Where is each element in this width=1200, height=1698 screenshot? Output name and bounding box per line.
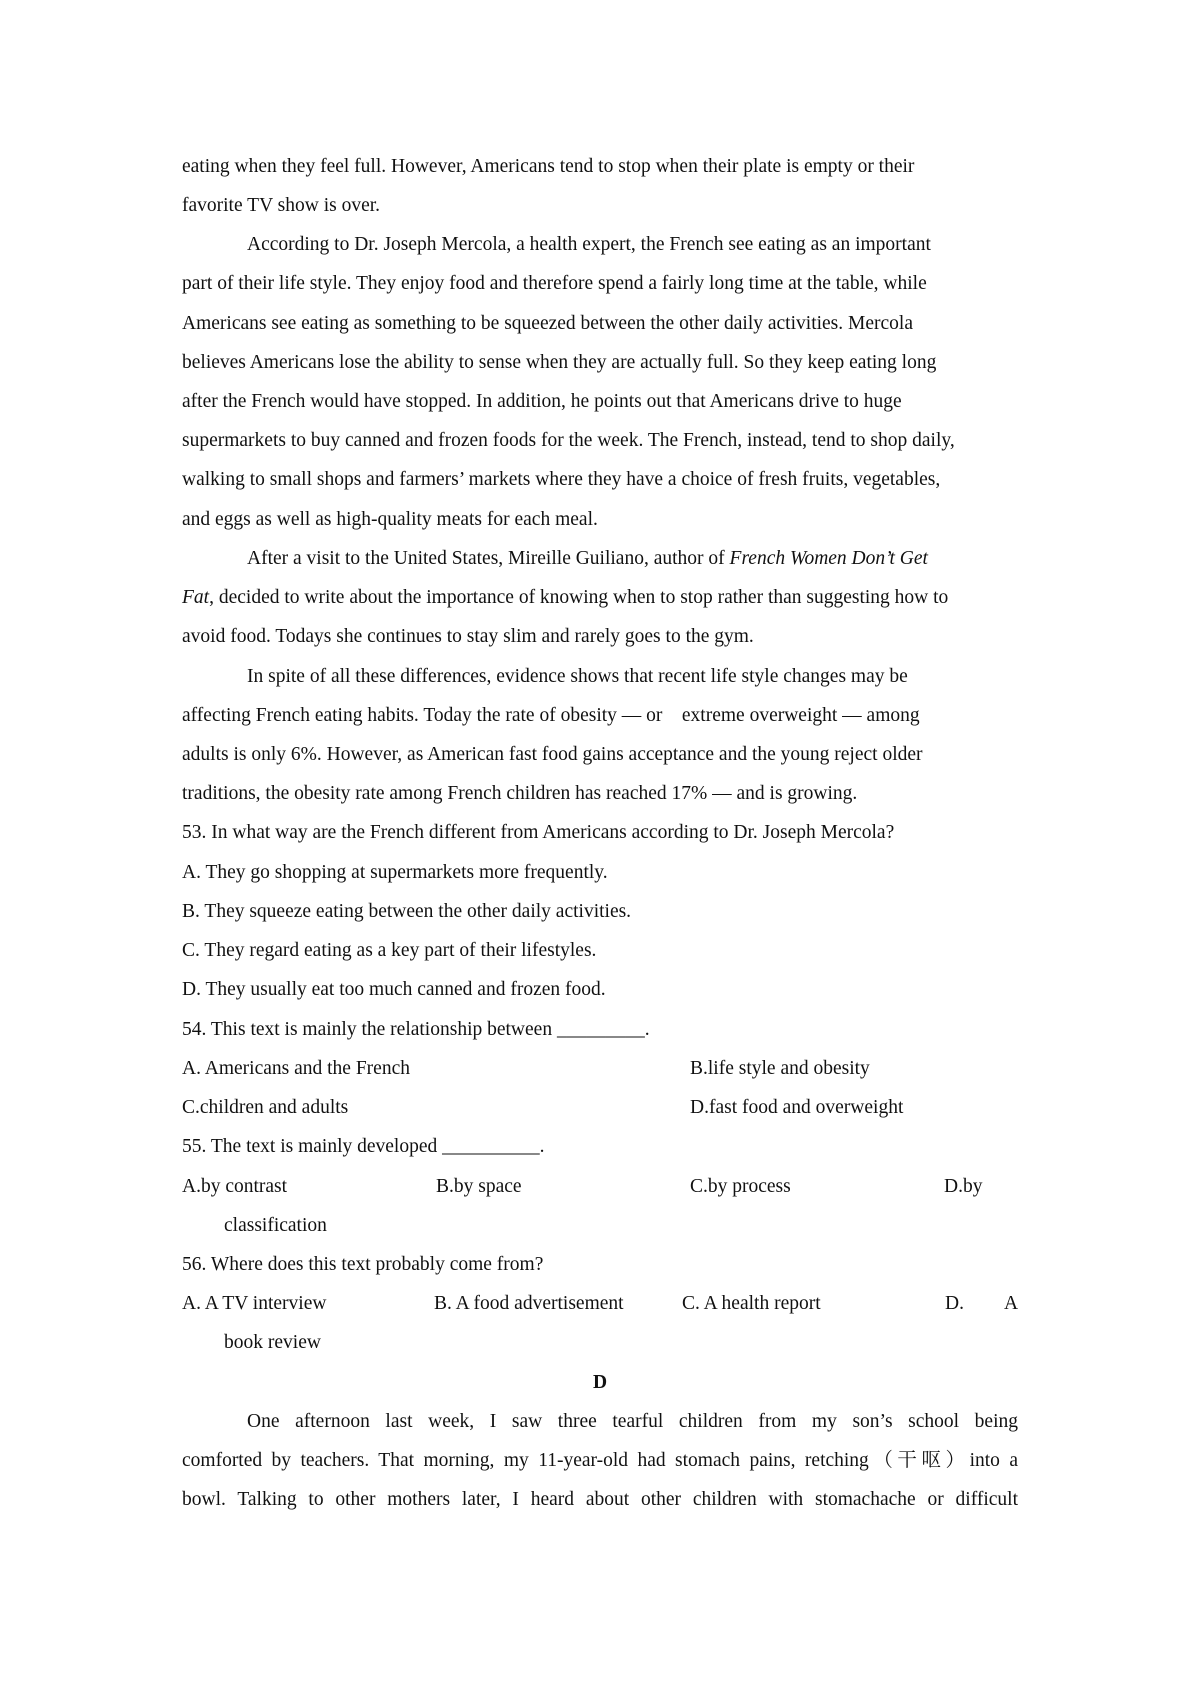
paragraph-line: comforted by teachers. That morning, my 11-year-old had stomach pains, retching（干呕）into a xyxy=(182,1450,1018,1471)
paragraph-line: traditions, the obesity rate among French children has reached 17% — and is growing. xyxy=(182,783,858,804)
option-56-b: B. A food advertisement xyxy=(434,1293,624,1314)
option-54-c: C.children and adults xyxy=(182,1097,349,1118)
paragraph-line: eating when they feel full. However, Americans tend to stop when their plate is empty or their xyxy=(182,156,915,177)
option-56-c: C. A health report xyxy=(682,1293,821,1314)
question-stem-55: 55. The text is mainly developed __________. xyxy=(182,1136,545,1157)
option-55-c: C.by process xyxy=(690,1176,791,1197)
option-53-b: B. They squeeze eating between the other daily activities. xyxy=(182,901,632,922)
options-row xyxy=(182,1174,1018,1200)
section-heading-d: D xyxy=(592,1372,608,1393)
option-54-b: B.life style and obesity xyxy=(690,1058,870,1079)
paragraph-line xyxy=(182,585,948,611)
paragraph-line: believes Americans lose the ability to sense when they are actually full. So they keep eating long xyxy=(182,352,937,373)
option-53-c: C. They regard eating as a key part of their lifestyles. xyxy=(182,940,597,961)
paragraph-line: supermarkets to buy canned and frozen foods for the week. The French, instead, tend to shop daily, xyxy=(182,430,955,451)
paragraph-line: walking to small shops and farmers’ markets where they have a choice of fresh fruits, vegetables, xyxy=(182,469,941,490)
paragraph-line: In spite of all these differences, evidence shows that recent life style changes may be xyxy=(247,666,908,687)
paragraph-line: bowl. Talking to other mothers later, I heard about other children with stomachache or difficult xyxy=(182,1489,1018,1510)
paragraph-line: adults is only 6%. However, as American fast food gains acceptance and the young reject older xyxy=(182,744,923,765)
option-56-a: A. A TV interview xyxy=(182,1293,327,1314)
option-56-d-article: A xyxy=(1004,1293,1019,1314)
option-56-d-continued: book review xyxy=(224,1332,321,1353)
paragraph-line: One afternoon last week, I saw three tearful children from my son’s school being xyxy=(247,1411,1018,1432)
options-row xyxy=(182,1095,1018,1121)
option-53-d: D. They usually eat too much canned and frozen food. xyxy=(182,979,606,1000)
options-row xyxy=(182,1056,1018,1082)
paragraph-line xyxy=(247,546,928,572)
paragraph-line: Americans see eating as something to be squeezed between the other daily activities. Mercola xyxy=(182,313,913,334)
paragraph-line: favorite TV show is over. xyxy=(182,195,381,216)
option-55-d-continued: classification xyxy=(224,1215,327,1236)
question-stem-56: 56. Where does this text probably come from? xyxy=(182,1254,544,1275)
option-56-d: D. xyxy=(945,1293,964,1314)
question-stem-53: 53. In what way are the French different from Americans according to Dr. Joseph Mercola? xyxy=(182,822,895,843)
option-55-b: B.by space xyxy=(436,1176,522,1197)
text-run: , decided to write about the importance of knowing when to stop rather than suggesting how to xyxy=(209,587,949,608)
book-title: Fat xyxy=(182,587,210,608)
text-run: After a visit to the United States, Mireille Guiliano, author of xyxy=(247,548,730,569)
paragraph-line: affecting French eating habits. Today the rate of obesity — or extreme overweight — among xyxy=(182,705,920,726)
option-54-d: D.fast food and overweight xyxy=(690,1097,904,1118)
paragraph-line: after the French would have stopped. In addition, he points out that Americans drive to huge xyxy=(182,391,902,412)
paragraph-line: avoid food. Todays she continues to stay slim and rarely goes to the gym. xyxy=(182,626,754,647)
option-55-d: D.by xyxy=(944,1176,983,1197)
question-stem-54: 54. This text is mainly the relationship between _________. xyxy=(182,1019,650,1040)
option-54-a: A. Americans and the French xyxy=(182,1058,410,1079)
option-55-a: A.by contrast xyxy=(182,1176,288,1197)
book-title: French Women Don’t Get xyxy=(729,548,928,569)
options-row xyxy=(182,1291,1018,1317)
option-53-a: A. They go shopping at supermarkets more frequently. xyxy=(182,862,608,883)
paragraph-line: According to Dr. Joseph Mercola, a health expert, the French see eating as an important xyxy=(247,234,931,255)
paragraph-line: part of their life style. They enjoy food and therefore spend a fairly long time at the table, while xyxy=(182,273,927,294)
paragraph-line: and eggs as well as high-quality meats for each meal. xyxy=(182,509,598,530)
